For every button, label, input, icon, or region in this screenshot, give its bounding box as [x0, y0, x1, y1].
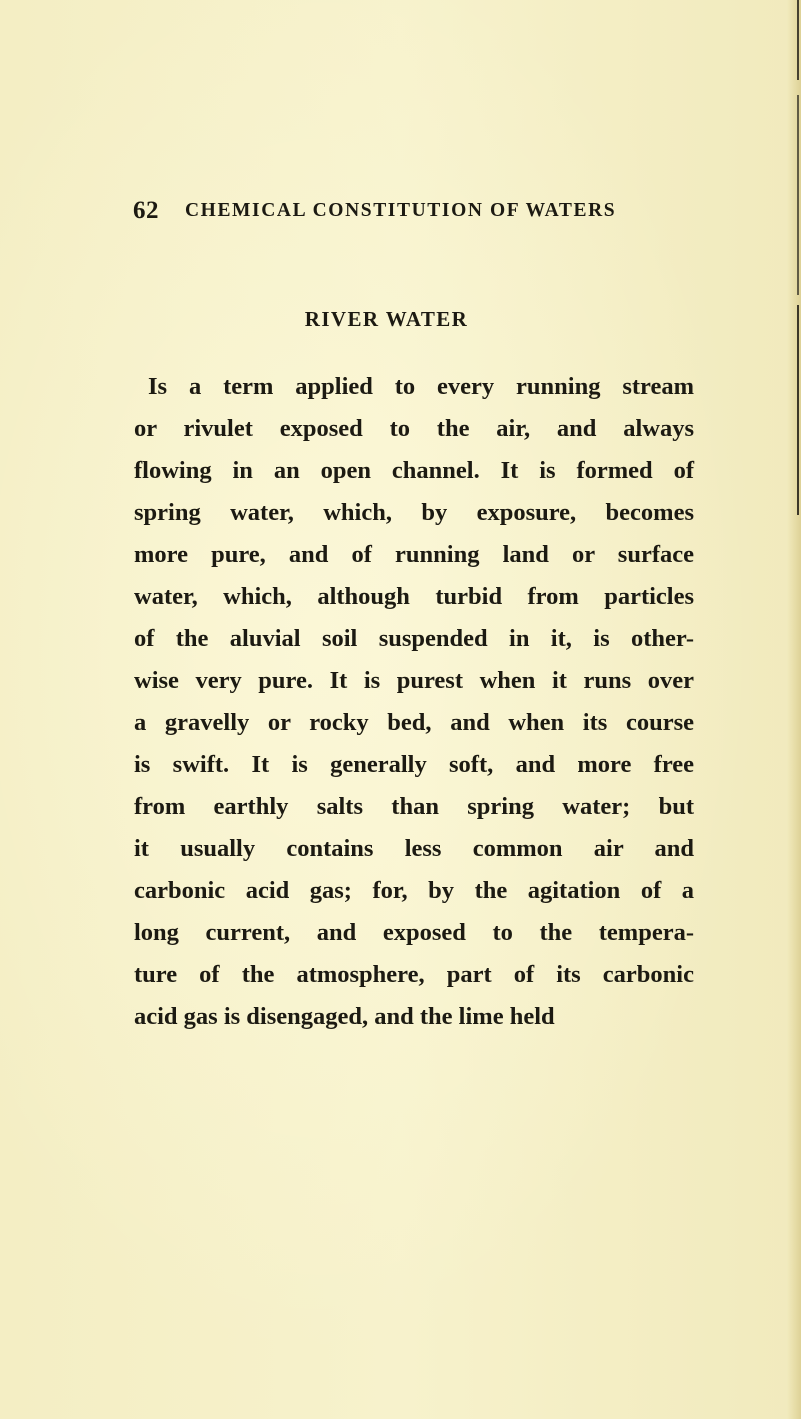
text-line: carbonic acid gas; for, by the agitation of a — [134, 877, 694, 904]
text-line: a gravelly or rocky bed, and when its course — [134, 709, 694, 736]
text-line: flowing in an open channel. It is formed of — [134, 457, 694, 484]
page-edge-line — [797, 0, 799, 80]
page-number: 62 — [133, 197, 159, 224]
text-line: wise very pure. It is purest when it runs over — [134, 667, 694, 694]
page-edge-line — [797, 95, 799, 295]
page-edge-line — [797, 305, 799, 515]
text-line: Is a term applied to every running stream — [148, 373, 694, 400]
text-line: ture of the atmosphere, part of its carbonic — [134, 961, 694, 988]
text-line: more pure, and of running land or surface — [134, 541, 694, 568]
text-line: long current, and exposed to the tempera- — [134, 919, 694, 946]
text-line: is swift. It is generally soft, and more free — [134, 751, 694, 778]
section-title: RIVER WATER — [304, 307, 469, 331]
text-line: water, which, although turbid from particles — [134, 583, 694, 610]
text-line: spring water, which, by exposure, becomes — [134, 499, 694, 526]
text-line: or rivulet exposed to the air, and always — [134, 415, 694, 442]
text-line: from earthly salts than spring water; but — [134, 793, 694, 820]
running-title: CHEMICAL CONSTITUTION OF WATERS — [185, 200, 617, 221]
text-line: acid gas is disengaged, and the lime held — [134, 1003, 555, 1030]
running-head — [133, 197, 693, 237]
body-text — [134, 366, 694, 1038]
text-line: of the aluvial soil suspended in it, is other- — [134, 625, 694, 652]
page-edge-shadow — [787, 0, 801, 1419]
text-line: it usually contains less common air and — [134, 835, 694, 862]
